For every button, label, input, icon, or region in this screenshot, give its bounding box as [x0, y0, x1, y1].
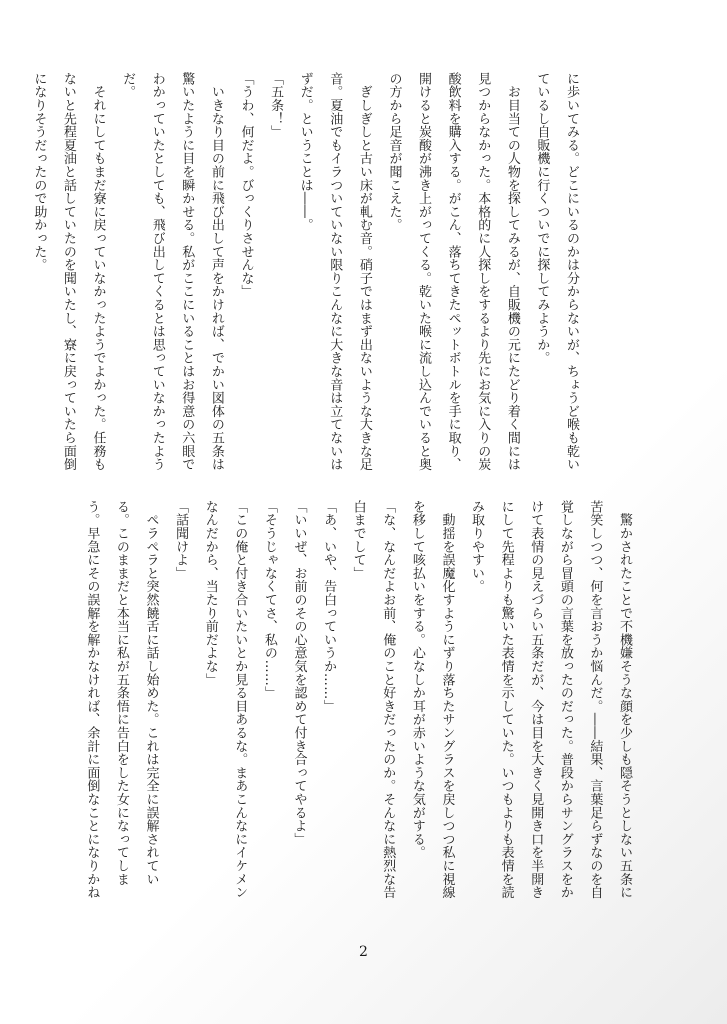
lower-text-block — [84, 500, 639, 915]
text-line: 白までして」 — [350, 500, 366, 580]
text-line: 覚しながら冒頭の言葉を放ったのだった。普段からサングラスをか — [557, 500, 573, 899]
text-line: み取りやすい。 — [469, 500, 485, 594]
text-line: う。早急にその誤解を解かなければ、余計に面倒なことになりかね — [84, 500, 100, 899]
text-line: 動揺を誤魔化すようにずり落ちたサングラスを戻しつつ私に視線 — [439, 500, 455, 899]
text-line: る。このままだと本当に私が五条悟に告白をした女になってしま — [113, 500, 129, 886]
text-line: 「いいぜ、お前のその心意気を認めて付き合ってやるよ」 — [291, 500, 307, 846]
text-line: を移して咳払いをする。心なしか耳が赤いような気がする。 — [409, 500, 425, 860]
text-line: 「話聞けよ」 — [173, 500, 189, 580]
text-line: になりそうだったので助かった。 — [31, 72, 47, 272]
text-line: 開けると炭酸が沸き上がってくる。乾いた喉に流し込んでいると奥 — [416, 72, 432, 471]
text-line: にして先程よりも驚いた表情を示していた。いつもよりも表情を読 — [498, 500, 514, 899]
text-line: お目当ての人物を探してみるが、自販機の元にたどり着く間には — [504, 72, 520, 471]
text-line: 見つからなかった。本格的に人探しをするより先にお気に入りの炭 — [475, 72, 491, 471]
text-line: いきなり目の前に飛び出して声をかければ、でかい図体の五条は — [208, 72, 224, 471]
text-line: 「そうじゃなくてさ、私の……」 — [261, 500, 277, 700]
text-line: に歩いてみる。どこにいるのかは分からないが、ちょうど喉も乾い — [564, 72, 579, 471]
text-line: 驚いたように目を瞬かせる。私がここにいることはお得意の六眼で — [179, 72, 195, 471]
text-line: 「五条！」 — [268, 72, 284, 139]
text-line: 酸飲料を購入する。がこん、落ちてきたペットボトルを手に取り、 — [445, 72, 461, 471]
text-line: だ。 — [120, 72, 136, 99]
text-line: わかっていたとしても、飛び出してくるとは思っていなかったよう — [149, 72, 165, 471]
text-line: なんだから、当たり前だよな」 — [202, 500, 218, 687]
page-number: 2 — [359, 944, 368, 960]
text-line: の方から足音が聞こえた。 — [386, 72, 402, 232]
text-line: 苦笑しつつ、何を言おうか悩んだ。――結果、言葉足らずなのを自 — [587, 500, 603, 899]
text-line: 驚かされたことで不機嫌そうな顔を少しも隠そうとしない五条に — [617, 500, 632, 899]
text-line: けて表情の見えづらい五条だが、今は目を大きく見開き口を半開き — [528, 500, 544, 899]
text-line: 「な、なんだよお前、俺のこと好きだったのか。そんなに熱烈な告 — [380, 500, 396, 899]
text-line: それにしてもまだ寮に戻っていなかったようでよかった。任務も — [90, 72, 106, 471]
text-line: ぎしぎしと古い床が軋む音。硝子ではまず出ないような大きな足 — [356, 72, 372, 471]
text-line: 「あ、いや、告白っていうか……」 — [321, 500, 337, 713]
text-line: ペラペラと突然饒舌に話し始めた。これは完全に誤解されてい — [143, 500, 159, 886]
text-line: ずだ。ということは――。 — [297, 72, 313, 232]
text-line: ないと先程夏油と話していたのを聞いたし、寮に戻っていたら面倒 — [60, 72, 76, 471]
text-line: 「うわ、何だよ。びっくりさせんな」 — [238, 72, 254, 299]
text-line: ているし自販機に行くついでに探してみようか。 — [534, 72, 550, 365]
text-line: 「この俺と付き合いたいとか見る目あるな。まあこんなにイケメン — [232, 500, 248, 899]
text-line: 音。夏油でもイラついていない限りこんなに大きな音は立てないは — [327, 72, 343, 471]
upper-text-block — [31, 72, 586, 487]
